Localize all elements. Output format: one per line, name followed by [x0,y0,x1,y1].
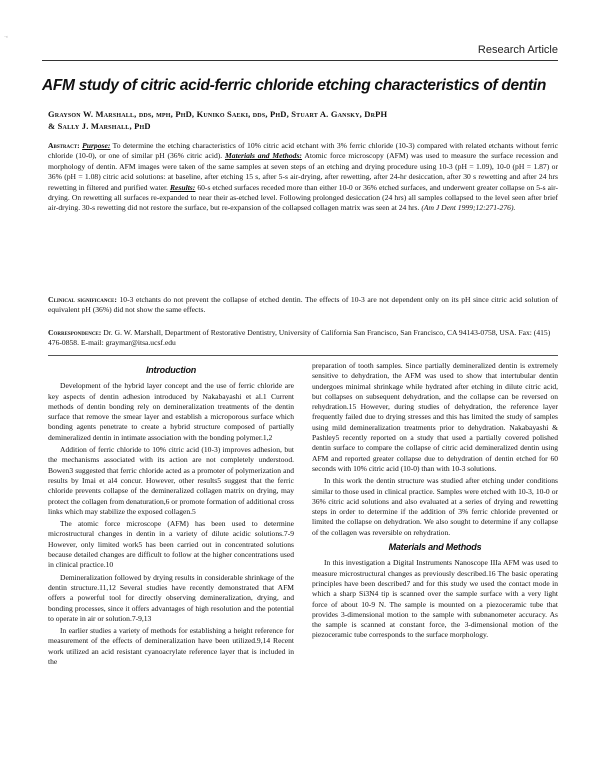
abstract-label: Abstract: [48,141,80,150]
purpose-text: To determine the etching characteristics of 10% citric acid etchant with 3% ferric chloride (10-3) compared with related etchants without ferric chloride (10-0), or one of similar pH (36% citric acid). [48,141,558,161]
results-text: 60-s etched surfaces receded more than either 10-0 or 36% etched surfaces, and underwent greater collapse on 5-s air-drying. On rewetting all surfaces re-expanded to near their as-etched level. Following prolonged desiccation (24 hrs) all samples collapsed to the level seen after brief air-drying. 30-s rewetting did not restore the surface, but re-expansion of the collapsed collagen matrix was seen at 24 hrs. [48,182,558,213]
correspondence-text: Dr. G. W. Marshall, Department of Restorative Dentistry, University of California San Francisco, San Francisco, CA 94143-0758, USA. Fax: (415) 476-0858. E-mail: graymar@itsa.ucsf.edu [48,328,551,348]
left-column [48,361,294,669]
authors-line-1: Grayson W. Marshall, dds, mph, PhD, Kuniko Saeki, dds, PhD, Stuart A. Gansky, DrPH [48,109,388,119]
author-list [48,108,558,132]
correspondence [48,328,558,349]
right-column [312,361,558,643]
intro-paragraph-5: In earlier studies a variety of methods for establishing a height reference for measurement of the effects of demineralization have been utilized.9,14 Recent work utilized an acid resistant cyanoacrylate reference layer that is included in the [48,626,294,667]
intro-paragraph-4: Demineralization followed by drying results in considerable shrinkage of the dentin structure.11,12 Several studies have recently demonstrated that AFM offers a powerful tool for directly observing demineralization, drying, and bonding processes, since it offers advantages of high resolution and the potential to operate in air or solution.7-9,13 [48,572,294,623]
intro-paragraph-1: Development of the hybrid layer concept and the use of ferric chloride are key aspects of dentin adhesion introduced by Nakabayashi et al.1 Current methods of dentin bonding rely on demineralization treatments of the dentin surface that remove the smear layer and establish a microporous surface which bonding agents penetrate to create a hybrid structure composed of partially demineralized dentin in intimate association with the bonding polymer.1,2 [48,381,294,442]
right-paragraph-2: In this work the dentin structure was studied after etching under conditions similar to those used in clinical practice. Samples were etched with 10-3, 10-0 or 36% citric acid solutions and also evaluated at a series of drying and rewetting steps in order to determine if the addition of 3% ferric chloride prevented or limited the collapse on dehydration. We also sought to determine if any collapse of the collagen was reversible on rehydration. [312,476,558,537]
authors-line-2: & Sally J. Marshall, PhD [48,121,151,131]
clinical-label: Clinical significance: [48,295,117,304]
intro-paragraph-2: Addition of ferric chloride to 10% citric acid (10-3) improves adhesion, but the mechanisms associated with its action are not completely understood. Bowen3 suggested that ferric chloride acted as a promoter of polymerization and results by Imai et al4 concur. However, other results5 suggest that the ferric chloride prevents collapse of the demineralized collagen matrix on drying, may protect the collagen from denaturation,6 or promote formation of additional cross links which may stabilize the exposed collagen.5 [48,445,294,516]
introduction-heading: Introduction [145,365,197,375]
section-divider [48,355,558,356]
right-paragraph-1: preparation of tooth samples. Since partially demineralized dentin is extremely sensitive to dehydration, the AFM was used to show that intertubular dentin undergoes minimal shrinkage while hydrated after etching in dilute citric acid, but collapses on subsequent dehydration, and the collapse can be reversed on rehydration.15 However, during studies of dehydration, the reference layer frequently failed due to drying stresses and this has limited the study of samples using mild demineralization treatments prior to dehydration. Nakabayashi & Pashley5 recently reported on a study that used a partially covered polished dentin surface to compare the collapse of citric acid demineralized dentin using AFM and reported greater collapse due to dehydration of dentin etched for 60 seconds with 10% citric acid (10-0) than with 10-3 solutions. [312,361,558,473]
methods-heading: Materials and Methods [388,542,482,553]
article-title: AFM study of citric acid-ferric chloride etching characteristics of dentin [42,77,547,94]
methods-paragraph-1: In this investigation a Digital Instruments Nanoscope IIIa AFM was used to measure microstructural changes as previously described.16 The basic operating principles have been described7 and for this study we used the contact mode in which a sharp Si3N4 tip is scanned over the sample surface with a very light force of about 10-9 N. The sample is mounted on a piezoceramic tube that provides 3-dimensional motion to the sample with subnanometer accuracy. As the sample is scanned at constant force, the 3-dimensional motion of the piezoceramic tube corresponds to the surface morphology. [312,558,558,640]
abstract [48,141,558,214]
methods-label: Materials and Methods: [225,151,302,161]
intro-paragraph-3: The atomic force microscope (AFM) has been used to determine microstructural changes in dentin in a variety of dilute acidic solutions.7-9 However, only limited work5 has been carried out in concentrated solutions because detailed changes are difficult to follow at the higher concentrations used in clinical practice.10 [48,519,294,570]
corner-mark: ˙‘ [4,36,8,42]
abstract-citation: (Am J Dent 1999;12:271-276). [421,203,516,213]
results-label: Results: [169,182,196,192]
correspondence-label: Correspondence: [48,328,102,337]
clinical-text: 10-3 etchants do not prevent the collapse of etched dentin. The effects of 10-3 are not dependent only on its pH since citric acid solution of equivalent pH (36%) did not show the same effects. [48,295,558,315]
section-label: Research Article [477,44,558,56]
header-rule [42,60,558,61]
methods-text: Atomic force microscopy (AFM) was used to measure the surface recession and morphology of dentin. AFM images were taken of the same samples at seven steps of an etching and drying procedure using 10-3 (pH = 1.09), 10-0 (pH = 1.87) or 36% (pH = 1.08) citric acid solutions: at baseline, after etching 15 s, after 5-s air-drying, after rewetting, after 24-hr desiccation, after 30 s rewetting and after 24 hrs rewetting in filtered and purified water. [48,151,558,192]
clinical-significance [48,295,558,316]
purpose-label: Purpose: [82,141,111,150]
